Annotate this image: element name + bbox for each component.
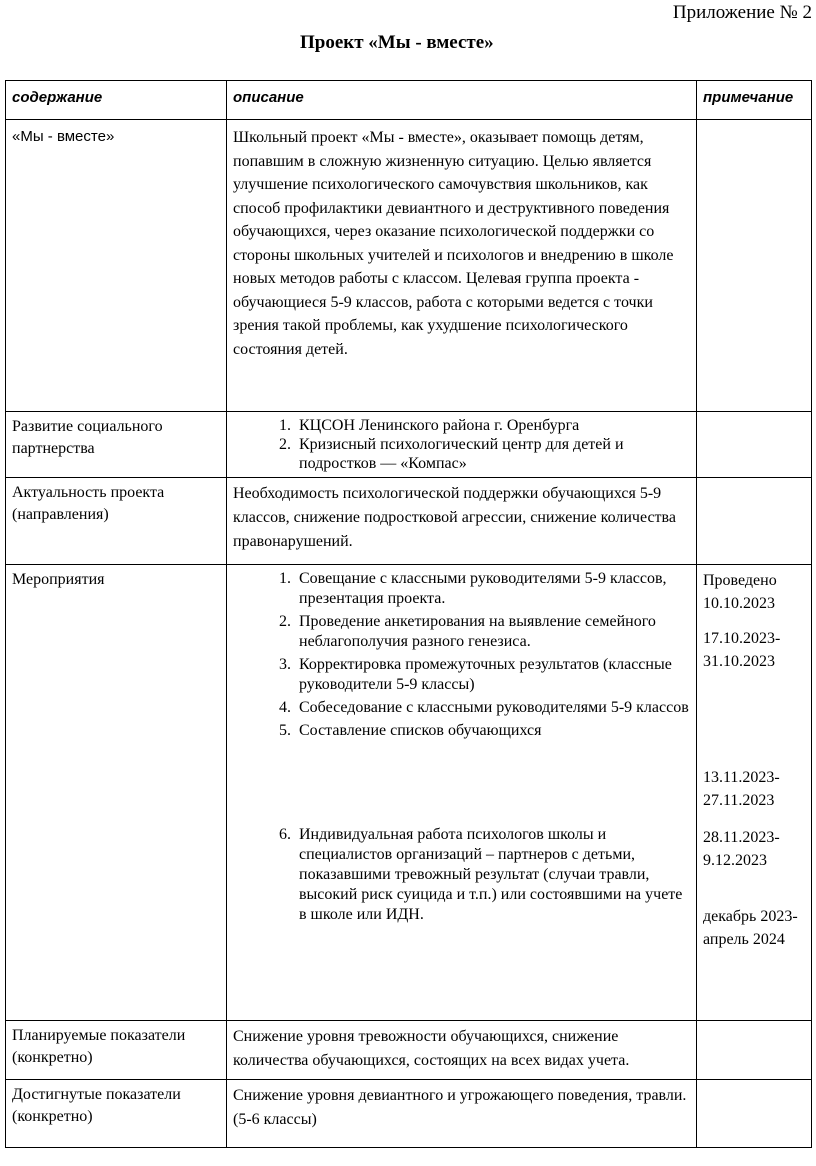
title-text: Проект «Мы - вместе»	[300, 32, 494, 53]
list-item: 6. Индивидуальная работа психологов школы и специалистов организаций – партнеров с детьми, показавшими тревожный результат (случаи травли, высокий риск суицида и т.п.) или состоявшими на учете в школе или ИДН.	[295, 825, 690, 925]
table-row	[6, 1080, 812, 1148]
list-item: 3. Корректировка промежуточных результатов (классные руководители 5-9 классы)	[295, 655, 690, 695]
list-item: 5. Составление списков обучающихся	[295, 721, 690, 741]
row-label: Планируемые показатели (конкретно)	[6, 1021, 227, 1080]
header-note: примечание	[697, 81, 812, 120]
header-row	[6, 81, 812, 120]
list-item: 1. Совещание с классными руководителями 5-9 классов, презентация проекта.	[295, 569, 690, 609]
row-note	[697, 120, 812, 412]
row-note	[697, 478, 812, 565]
list-item: 2. Кризисный психологический центр для детей и подростков — «Компас»	[295, 435, 690, 473]
table-row	[6, 565, 812, 1021]
note-date: 17.10.2023-31.10.2023	[703, 630, 781, 670]
note-date: Проведено 10.10.2023	[703, 572, 777, 612]
table-row	[6, 120, 812, 412]
row-label: Достигнутые показатели (конкретно)	[6, 1080, 227, 1148]
events-list	[233, 569, 690, 925]
table-row	[6, 1021, 812, 1080]
list-item: 2. Проведение анкетирования на выявление семейного неблагополучия разного генезиса.	[295, 612, 690, 652]
row-description	[227, 412, 697, 478]
table-row	[6, 412, 812, 478]
row-note	[697, 1080, 812, 1148]
row-description: Необходимость психологической поддержки обучающихся 5-9 классов, снижение подростковой агрессии, снижение количества правонарушений.	[227, 478, 697, 565]
row-note	[697, 412, 812, 478]
list-item: 1. КЦСОН Ленинского района г. Оренбурга	[295, 416, 690, 435]
header-content: содержание	[6, 81, 227, 120]
row-description: Школьный проект «Мы - вместе», оказывает помощь детям, попавшим в сложную жизненную ситуацию. Целью является улучшение психологического самочувствия школьников, как способ профилактики девиантного и деструктивного поведения обучающихся, через оказание психологической поддержки со стороны школьных учителей и психологов и внедрению в школе новых методов работы с классом. Целевая группа проекта - обучающиеся 5-9 классов, работа с которыми ведется с точки зрения такой проблемы, как ухудшение психологического состояния детей.	[227, 120, 697, 412]
row-label: «Мы - вместе»	[6, 120, 227, 412]
table-row	[6, 478, 812, 565]
partner-list	[233, 416, 690, 473]
row-description	[227, 565, 697, 1021]
row-label: Мероприятия	[6, 565, 227, 1021]
row-note	[697, 1021, 812, 1080]
project-table	[5, 80, 812, 1148]
note-date: 13.11.2023-27.11.2023	[703, 769, 780, 809]
appendix-label: Приложение № 2	[672, 2, 812, 23]
note-date: 28.11.2023-9.12.2023	[703, 829, 780, 869]
list-item: 4. Собеседование с классными руководителями 5-9 классов	[295, 698, 690, 718]
row-label: Развитие социального партнерства	[6, 412, 227, 478]
row-description: Снижение уровня тревожности обучающихся, снижение количества обучающихся, состоящих на всех видах учета.	[227, 1021, 697, 1080]
row-note	[697, 565, 812, 1021]
row-label: Актуальность проекта (направления)	[6, 478, 227, 565]
header-description: описание	[227, 81, 697, 120]
row-description: Снижение уровня девиантного и угрожающего поведения, травли. (5-6 классы)	[227, 1080, 697, 1148]
note-date: декабрь 2023-апрель 2024	[703, 908, 798, 948]
